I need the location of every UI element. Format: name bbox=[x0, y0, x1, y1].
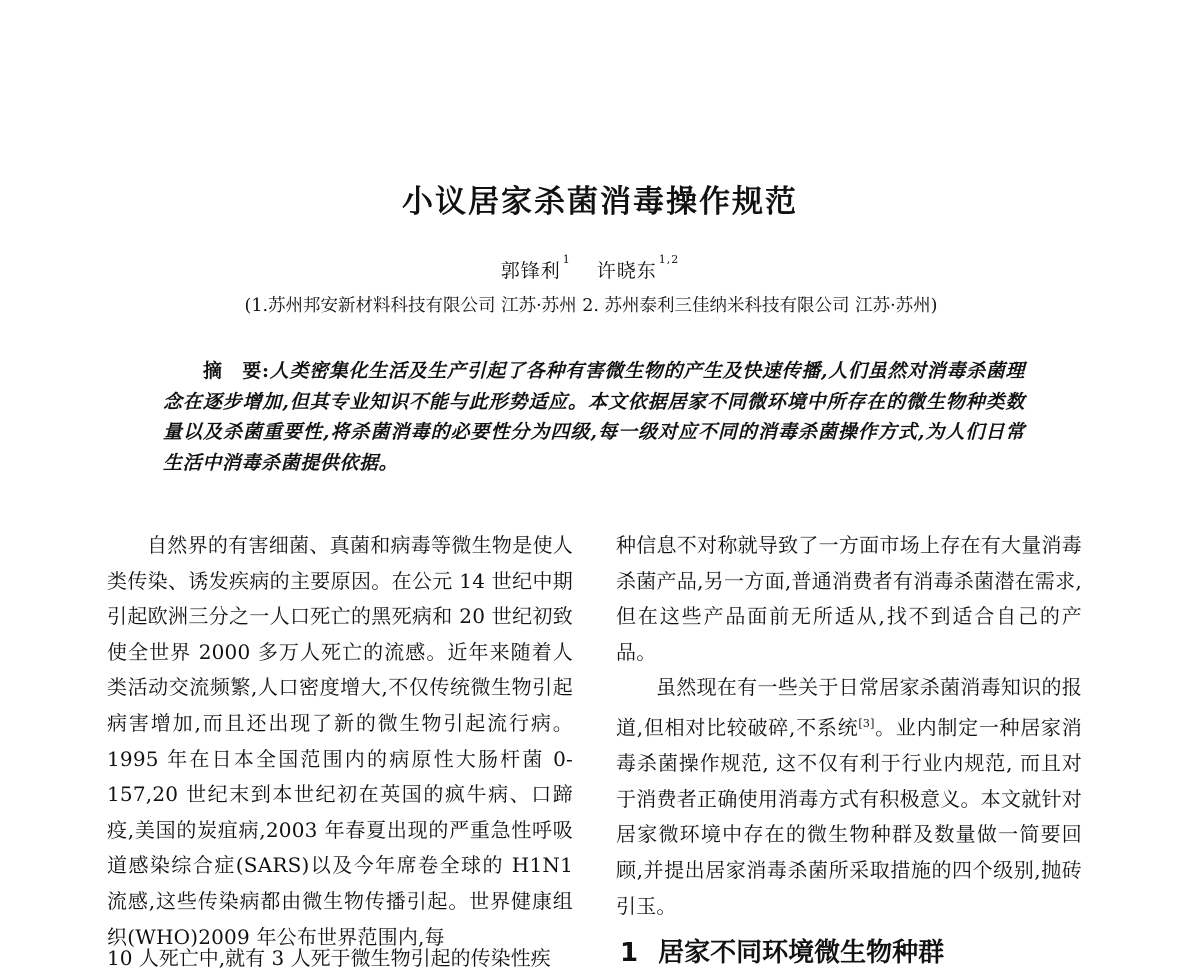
author-affiliation-mark: 1,2 bbox=[658, 253, 680, 266]
abstract-text: 人类密集化生活及生产引起了各种有害微生物的产生及快速传播,人们虽然对消毒杀菌理念在逐步增加,但其专业知识不能与此形势适应。本文依据居家不同微环境中所存在的微生物种类数量以及杀菌重要性,将杀菌消毒的必要性分为四级,每一级对应不同的消毒杀菌操作方式,为人们日常生活中消毒杀菌提供依据。 bbox=[163, 360, 1025, 474]
section-title: 居家不同环境微生物种群 bbox=[658, 938, 945, 968]
section-heading bbox=[620, 932, 944, 969]
paragraph-text: 。业内制定一种居家消毒杀菌操作规范, 这不仅有利于行业内规范, 而且对于消费者正确使用消毒方式有积极意义。本文就针对居家微环境中存在的微生物种群及数量做一简要回顾,并提出居家消毒杀菌所采取措施的四个级别,抛砖引玉。 bbox=[616, 715, 1082, 918]
body-paragraph: 自然界的有害细菌、真菌和病毒等微生物是使人类传染、诱发疾病的主要原因。在公元 14 世纪中期引起欧洲三分之一人口死亡的黑死病和 20 世纪初致使全世界 2000 多万人死亡的流感。近年来随着人类活动交流频繁,人口密度增大,不仅传统微生物引起病害增加,而且还出现了新的微生物引起流行病。1995 年在日本全国范围内的病原性大肠杆菌 0-157,20 世纪末到本世纪初在英国的疯牛病、口蹄疫,美国的炭疽病,2003 年春夏出现的严重急性呼吸道感染综合症(SARS)以及今年席卷全球的 H1N1 流感,这些传染病都由微生物传播引起。世界健康组织(WHO)2009 年公布世界范围内,每 bbox=[107, 533, 573, 949]
paper-title: 小议居家杀菌消毒操作规范 bbox=[402, 184, 798, 220]
body-cut-line: 10 人死亡中,就有 3 人死于微生物引起的传染性疾 bbox=[107, 946, 551, 970]
body-paragraph: 种信息不对称就导致了一方面市场上存在有大量消毒杀菌产品,另一方面,普通消费者有消毒杀菌潜在需求,但在这些产品面前无所适从,找不到适合自己的产品。 bbox=[616, 533, 1082, 664]
paragraph-text: 虽然现在有一些关于日常居家杀菌消毒知识的报道,但相对比较破碎,不系统 bbox=[616, 675, 1082, 740]
abstract bbox=[163, 356, 1025, 478]
citation-ref: [3] bbox=[858, 716, 875, 730]
body-column-right bbox=[616, 528, 1082, 924]
section-number: 1 bbox=[620, 938, 639, 968]
author-name: 郭锋利 bbox=[500, 260, 561, 282]
author-name: 许晓东 bbox=[596, 260, 657, 282]
abstract-label: 摘 要: bbox=[203, 360, 270, 382]
author-line bbox=[0, 253, 1180, 283]
author-affiliation-mark: 1 bbox=[562, 253, 571, 266]
affiliations: (1.苏州邦安新材料科技有限公司 江苏·苏州 2. 苏州泰利三佳纳米科技有限公司 江苏·苏州) bbox=[244, 296, 938, 316]
body-paragraph bbox=[616, 670, 1082, 924]
